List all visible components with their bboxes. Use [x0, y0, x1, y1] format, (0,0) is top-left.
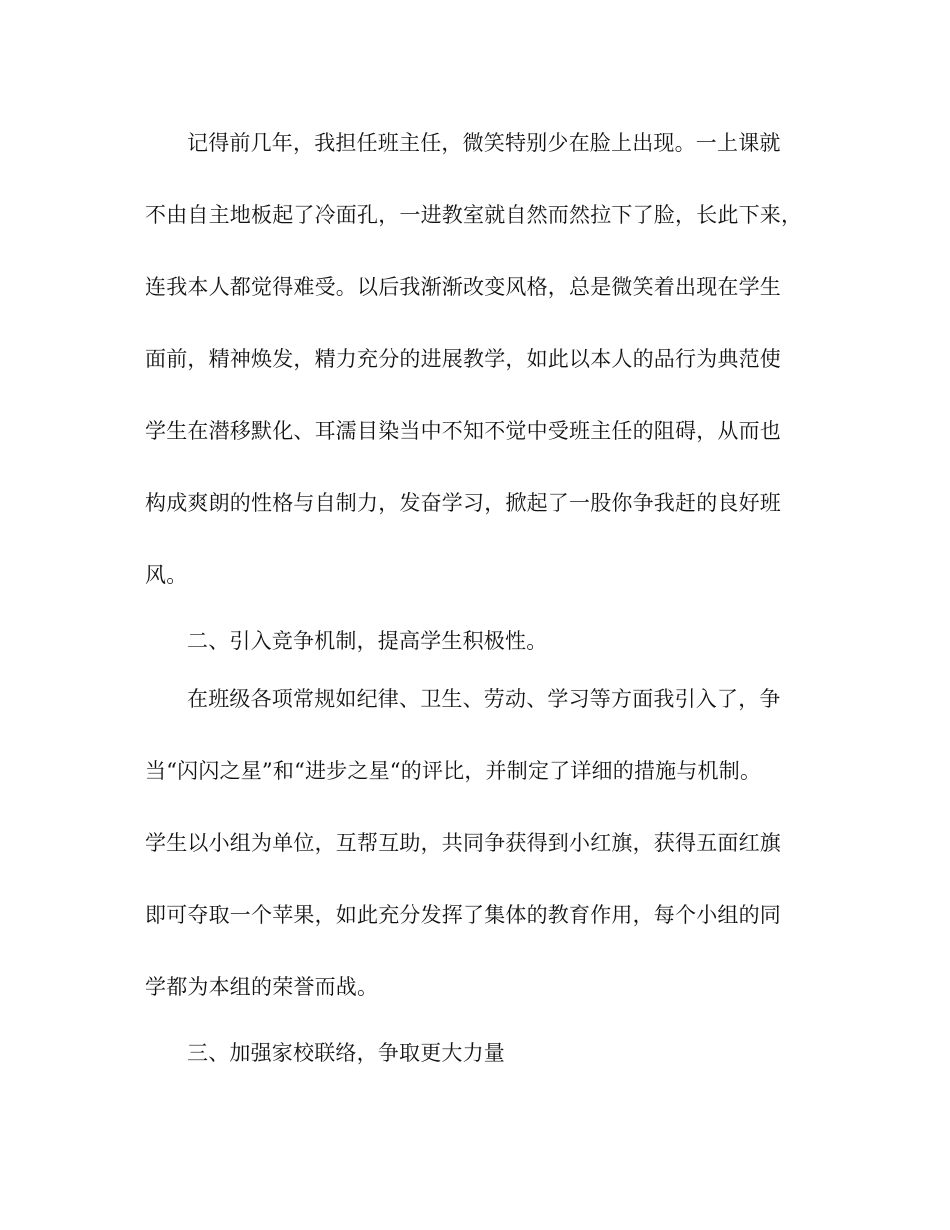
paragraph-line: 连我本人都觉得难受。以后我渐渐改变风格，总是微笑着出现在学生: [145, 275, 781, 299]
paragraph-line: 即可夺取一个苹果，如此充分发挥了集体的教育作用，每个小组的同: [145, 903, 781, 927]
section-heading: 二、引入竞争机制，提高学生积极性。: [187, 629, 548, 653]
paragraph-line: 面前，精神焕发，精力充分的进展教学，如此以本人的品行为典范使: [145, 347, 781, 371]
section-heading: 三、加强家校联络，争取更大力量: [187, 1041, 505, 1065]
paragraph-line: 在班级各项常规如纪律、卫生、劳动、学习等方面我引入了，争: [187, 687, 781, 711]
paragraph-line: 风。: [145, 563, 188, 587]
paragraph-line: 构成爽朗的性格与自制力，发奋学习，掀起了一股你争我赶的良好班: [145, 491, 781, 515]
paragraph-line: 当“闪闪之星”和“进步之星“的评比，并制定了详细的措施与机制。: [145, 759, 762, 783]
paragraph-line: 记得前几年，我担任班主任，微笑特别少在脸上出现。一上课就: [187, 131, 781, 155]
paragraph-line: 不由自主地板起了冷面孔，一进教室就自然而然拉下了脸，长此下来，: [145, 203, 803, 227]
paragraph-line: 学都为本组的荣誉而战。: [145, 975, 379, 999]
paragraph-line: 学生在潜移默化、耳濡目染当中不知不觉中受班主任的阻碍，从而也: [145, 419, 781, 443]
paragraph-line: 学生以小组为单位，互帮互助，共同争获得到小红旗，获得五面红旗: [145, 831, 781, 855]
